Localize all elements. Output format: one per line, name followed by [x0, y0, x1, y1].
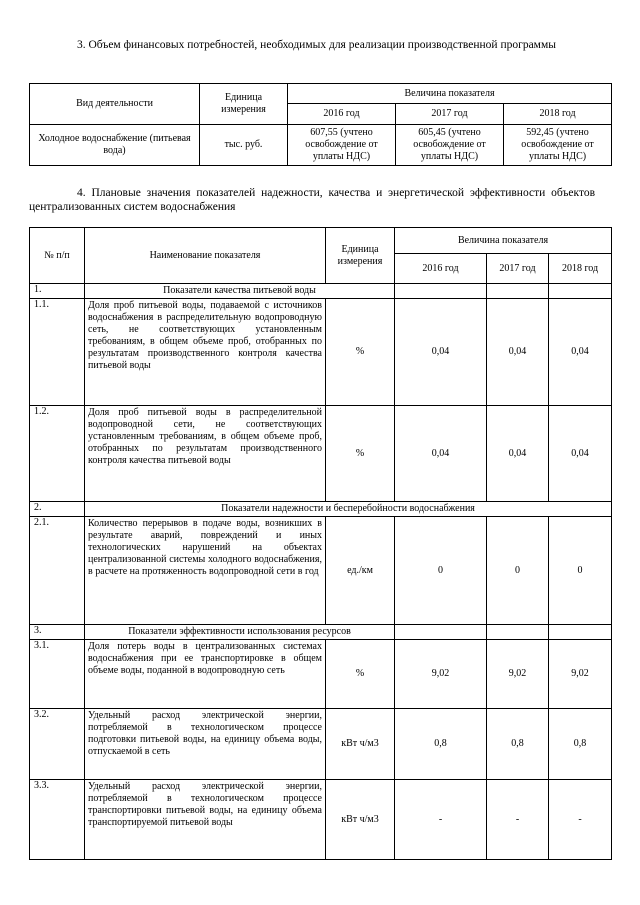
row-unit: ед./км [326, 517, 395, 625]
section-3-heading: 3. Объем финансовых потребностей, необходимых для реализации производственной программы [77, 39, 556, 51]
row-value-2017: 0 [487, 517, 549, 625]
group-num: 3. [30, 625, 85, 640]
row-unit: % [326, 299, 395, 406]
header-num: № п/п [30, 228, 85, 284]
row-name: Количество перерывов в подаче воды, возникших в результате аварий, повреждений и иных технологических нарушений на объектах централизованной системы холодного водоснабжения, в расчете на протяженность водопроводной сети в год [85, 517, 326, 625]
row-num: 3.2. [30, 709, 85, 780]
row-value-2018: 9,02 [549, 640, 612, 709]
table-row [30, 780, 612, 860]
row-value-2018: 0 [549, 517, 612, 625]
financial-needs-table [29, 83, 612, 166]
header-unit: Единица измерения [326, 228, 395, 284]
header-activity: Вид деятельности [30, 84, 200, 125]
row-value-2017: 605,45 (учтено освобождение от уплаты НДС) [396, 125, 504, 166]
row-num: 3.1. [30, 640, 85, 709]
group-num: 1. [30, 284, 85, 299]
row-value-2016: 607,55 (учтено освобождение от уплаты НДС) [288, 125, 396, 166]
row-value-2016: 0,8 [395, 709, 487, 780]
row-unit: % [326, 406, 395, 502]
row-name: Удельный расход электрической энергии, потребляемой в технологическом процессе транспортировки питьевой воды, на единицу объема транспортируемой питьевой воды [85, 780, 326, 860]
row-value-2016: 0 [395, 517, 487, 625]
row-value-2016: 9,02 [395, 640, 487, 709]
group-title: Показатели качества питьевой воды [85, 284, 395, 299]
table-row [30, 709, 612, 780]
row-num: 1.1. [30, 299, 85, 406]
header-year-2016: 2016 год [395, 254, 487, 284]
header-year-2016: 2016 год [288, 104, 396, 125]
section-4-heading: 4. Плановые значения показателей надежности, качества и энергетической эффективности объектов централизованных систем водоснабжения [29, 187, 595, 213]
header-year-2018: 2018 год [504, 104, 612, 125]
indicators-table [29, 227, 612, 860]
row-value-2017: - [487, 780, 549, 860]
row-value-2017: 0,8 [487, 709, 549, 780]
table-row [30, 640, 612, 709]
group-row [30, 284, 612, 299]
row-value-2016: - [395, 780, 487, 860]
header-value: Величина показателя [288, 84, 612, 104]
table-row [30, 299, 612, 406]
row-value-2018: 0,8 [549, 709, 612, 780]
row-value-2018: 0,04 [549, 406, 612, 502]
row-name: Доля проб питьевой воды в распределительной водопроводной сети, не соответствующих установленным требованиям, в общем объеме проб, отобранных по результатам производственного контроля качества питьевой воды [85, 406, 326, 502]
table-row [30, 517, 612, 625]
row-value-2016: 0,04 [395, 299, 487, 406]
row-name: Доля потерь воды в централизованных системах водоснабжения при ее транспортировке в общем объеме воды, поданной в водопроводную сеть [85, 640, 326, 709]
row-value-2018: 0,04 [549, 299, 612, 406]
row-unit: тыс. руб. [200, 125, 288, 166]
row-unit: кВт ч/м3 [326, 780, 395, 860]
table-row [30, 406, 612, 502]
header-year-2017: 2017 год [396, 104, 504, 125]
header-value: Величина показателя [395, 228, 612, 254]
row-name: Доля проб питьевой воды, подаваемой с источников водоснабжения в распределительную водопроводную сеть, не соответствующих установленным требованиям, в общем объеме проб, отобранных по результатам производственного контроля качества питьевой воды [85, 299, 326, 406]
row-num: 1.2. [30, 406, 85, 502]
header-year-2018: 2018 год [549, 254, 612, 284]
row-num: 3.3. [30, 780, 85, 860]
group-title: Показатели эффективности использования ресурсов [85, 625, 395, 640]
row-unit: кВт ч/м3 [326, 709, 395, 780]
row-value-2017: 0,04 [487, 299, 549, 406]
group-row [30, 502, 612, 517]
row-value-2018: 592,45 (учтено освобождение от уплаты НДС) [504, 125, 612, 166]
row-unit: % [326, 640, 395, 709]
row-value-2016: 0,04 [395, 406, 487, 502]
group-num: 2. [30, 502, 85, 517]
group-row [30, 625, 612, 640]
header-unit: Единица измерения [200, 84, 288, 125]
row-name: Удельный расход электрической энергии, потребляемой в технологическом процессе подготовки питьевой воды, на единицу объема воды, отпускаемой в сеть [85, 709, 326, 780]
row-value-2018: - [549, 780, 612, 860]
group-title: Показатели надежности и бесперебойности водоснабжения [85, 502, 612, 517]
row-value-2017: 0,04 [487, 406, 549, 502]
header-year-2017: 2017 год [487, 254, 549, 284]
header-name: Наименование показателя [85, 228, 326, 284]
row-value-2017: 9,02 [487, 640, 549, 709]
row-num: 2.1. [30, 517, 85, 625]
row-activity: Холодное водоснабжение (питьевая вода) [30, 125, 200, 166]
